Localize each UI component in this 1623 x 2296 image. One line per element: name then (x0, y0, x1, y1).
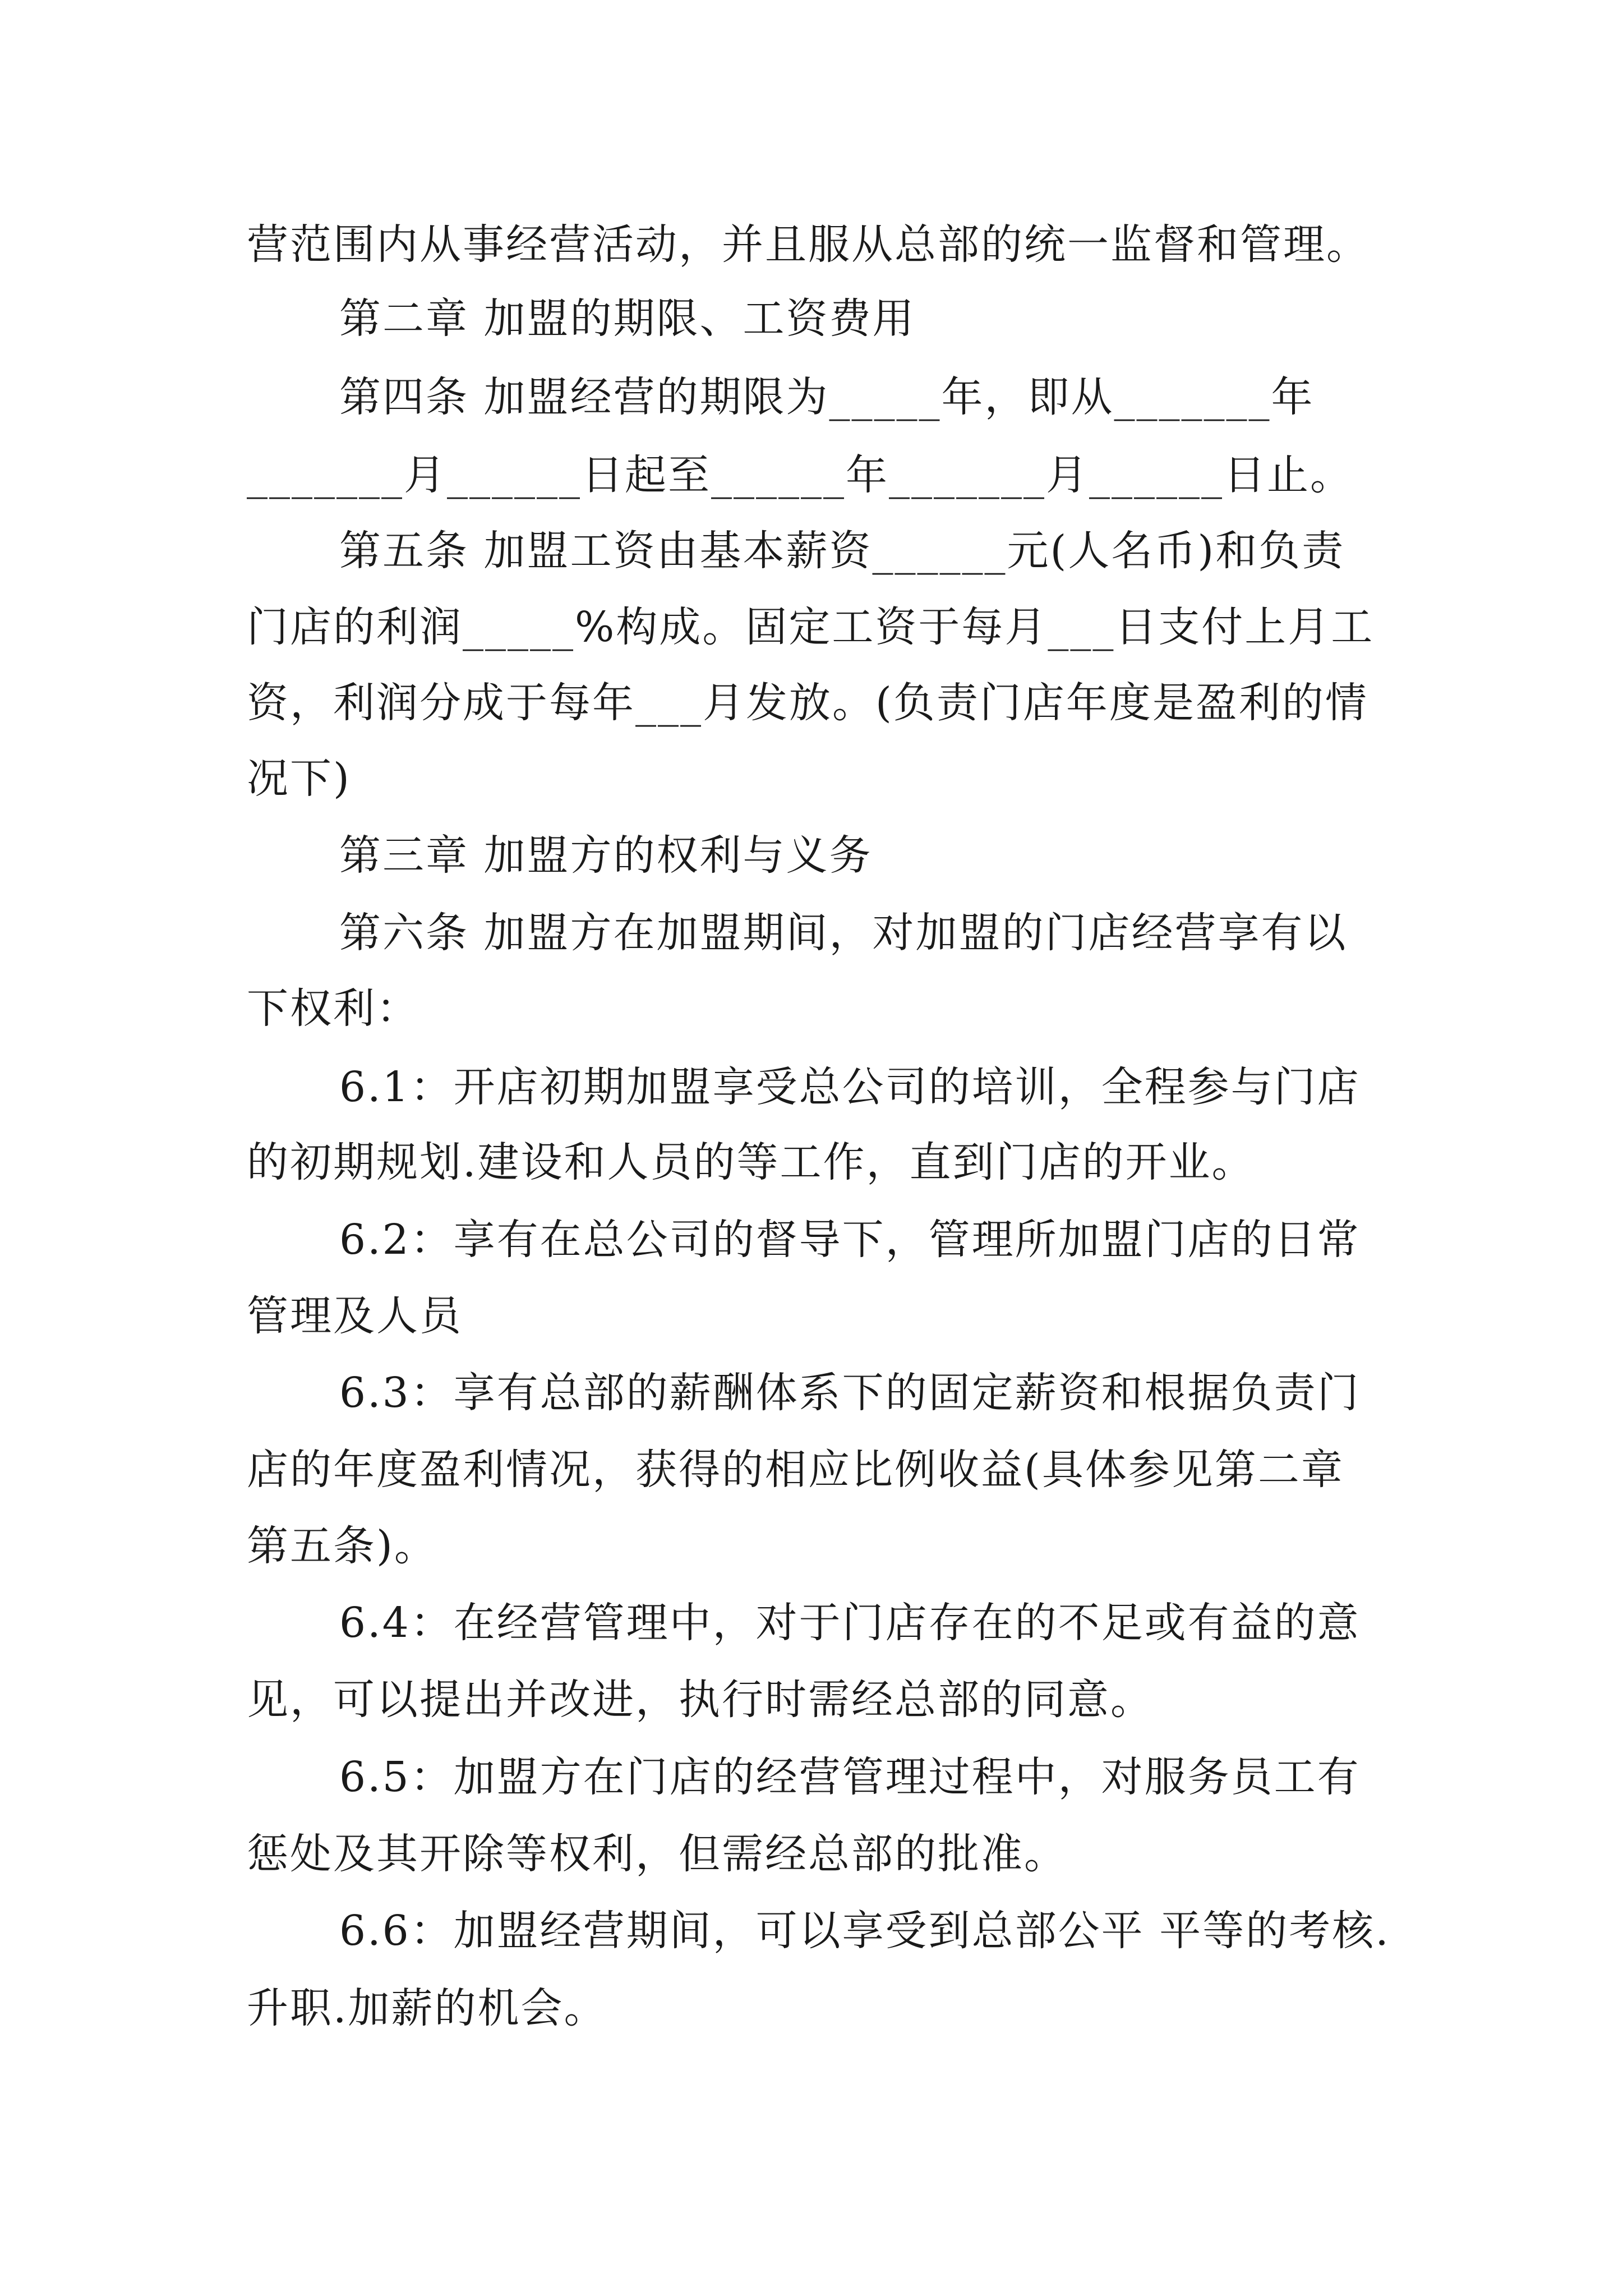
text-line: 下权利： (247, 984, 419, 1033)
text-line: 第五条)。 (247, 1522, 437, 1570)
text-line: 资，利润分成于每年___月发放。(负责门店年度是盈利的情 (247, 679, 1368, 727)
clause-line: 6.4：在经营管理中，对于门店存在的不足或有益的意 (339, 1599, 1361, 1647)
text-line: 升职.加薪的机会。 (247, 1984, 607, 2032)
text-line: 营范围内从事经营活动，并且服从总部的统一监督和管理。 (247, 220, 1370, 269)
chapter-heading: 第三章 加盟方的权利与义务 (339, 831, 873, 880)
text-line: 店的年度盈利情况，获得的相应比例收益(具体参见第二章 (247, 1446, 1344, 1494)
text-line: _______月______日起至______年_______月______日止。 (247, 451, 1353, 499)
text-line: 的初期规划.建设和人员的等工作，直到门店的开业。 (247, 1138, 1255, 1186)
article-line: 第六条 加盟方在加盟期间，对加盟的门店经营享有以 (339, 909, 1348, 957)
text-line: 门店的利润_____%构成。固定工资于每月___日支付上月工 (247, 603, 1375, 651)
clause-line: 6.1：开店初期加盟享受总公司的培训，全程参与门店 (339, 1063, 1361, 1111)
article-line: 第四条 加盟经营的期限为_____年，即从_______年 (339, 373, 1315, 421)
article-line: 第五条 加盟工资由基本薪资______元(人名币)和负责 (339, 527, 1345, 575)
chapter-heading: 第二章 加盟的期限、工资费用 (339, 295, 916, 343)
clause-line: 6.6：加盟经营期间，可以享受到总部公平 平等的考核. (339, 1907, 1390, 1955)
text-line: 管理及人员 (247, 1292, 463, 1340)
text-line: 惩处及其开除等权利，但需经总部的批准。 (247, 1830, 1067, 1878)
text-line: 见，可以提出并改进，执行时需经总部的同意。 (247, 1676, 1154, 1724)
clause-line: 6.2：享有在总公司的督导下，管理所加盟门店的日常 (339, 1216, 1361, 1264)
clause-line: 6.3：享有总部的薪酬体系下的固定薪资和根据负责门 (339, 1369, 1361, 1417)
text-line: 况下) (247, 754, 351, 803)
clause-line: 6.5：加盟方在门店的经营管理过程中，对服务员工有 (339, 1753, 1361, 1801)
